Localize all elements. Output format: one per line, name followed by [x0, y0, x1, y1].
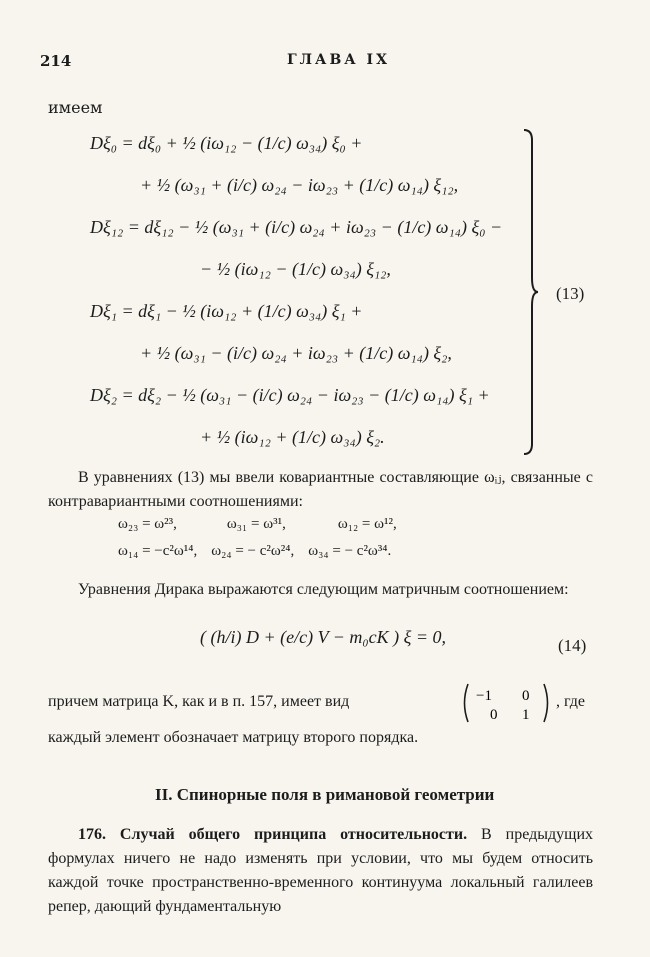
equation-system [60, 128, 520, 458]
omega-relation: ω₂₄ = − c²ω²⁴, [211, 543, 295, 559]
matrix-cell: 0 [490, 707, 498, 723]
equation-number-14: (14) [558, 636, 587, 655]
equation-number-13: (13) [556, 284, 585, 303]
matrix-cell: −1 [476, 688, 492, 704]
page-number: 214 [40, 52, 72, 70]
omega-relation: ω₃₄ = − c²ω³⁴. [308, 543, 392, 559]
omega-relation: ω₁₂ = ω¹², [337, 516, 397, 532]
equation-line: Dξ₀ = dξ₀ + ½ (iω₁₂ − (1/c) ω₃₄) ξ₀ + [90, 133, 363, 153]
paragraph-matrix-after: , где [556, 693, 586, 710]
omega-relations-row-2 [118, 543, 391, 560]
paragraph-matrix-before: причем матрица K, как и в п. 157, имеет вид [48, 693, 350, 710]
equation-line: + ½ (iω₁₂ + (1/c) ω₃₄) ξ₂. [200, 427, 385, 447]
equation-line: + ½ (ω₃₁ − (i/c) ω₂₄ + iω₂₃ + (1/c) ω₁₄) ξ₂, [140, 343, 452, 363]
equation-line: Dξ₁₂ = dξ₁₂ − ½ (ω₃₁ + (i/c) ω₂₄ + iω₂₃ − (1/c) ω₁₄) ξ₀ − [90, 217, 503, 237]
paragraph-dirac: Уравнения Дирака выражаются следующим матричным соотношением: [78, 581, 569, 598]
omega-relation: ω₂₃ = ω²³, [118, 516, 177, 532]
right-brace [520, 128, 540, 456]
running-head: ГЛАВА IX [287, 52, 390, 68]
intro-word: имеем [48, 98, 103, 117]
matrix-k [460, 682, 552, 724]
article-heading: 176. Случай общего принципа относительности. [78, 826, 468, 843]
paragraph-matrix-line2: каждый элемент обозначает матрицу второго порядка. [48, 729, 419, 746]
equation-line: Dξ₂ = dξ₂ − ½ (ω₃₁ − (i/c) ω₂₄ − iω₂₃ − (1/c) ω₁₄) ξ₁ + [90, 385, 490, 405]
article-text: В предыдущих формулах ничего не надо изменять при условии, что мы будем относить каждой точке пространственно-временного континуума локальный галилеев репер, дающий фундаментальную [48, 826, 594, 915]
equation-line: − ½ (iω₁₂ − (1/c) ω₃₄) ξ₁₂, [200, 259, 391, 279]
omega-relations-row-1 [118, 516, 397, 533]
paragraph-covariant: В уравнениях (13) мы ввели ковариантные составляющие ωᵢⱼ, связанные с контравариантными соотношениями: [48, 469, 593, 510]
matrix-cell: 0 [522, 688, 530, 704]
section-title: II. Спинорные поля в римановой геометрии [155, 785, 495, 804]
matrix-cell: 1 [522, 707, 530, 723]
omega-relation: ω₁₄ = −c²ω¹⁴, [118, 543, 198, 559]
omega-relation: ω₃₁ = ω³¹, [226, 516, 286, 532]
equation-line: + ½ (ω₃₁ + (i/c) ω₂₄ − iω₂₃ + (1/c) ω₁₄) ξ₁₂, [140, 175, 459, 195]
equation-line: Dξ₁ = dξ₁ − ½ (iω₁₂ + (1/c) ω₃₄) ξ₁ + [90, 301, 363, 321]
dirac-equation: ( (h/i) D + (e/c) V − m₀cK ) ξ = 0, [200, 627, 447, 647]
article-176 [48, 823, 593, 919]
